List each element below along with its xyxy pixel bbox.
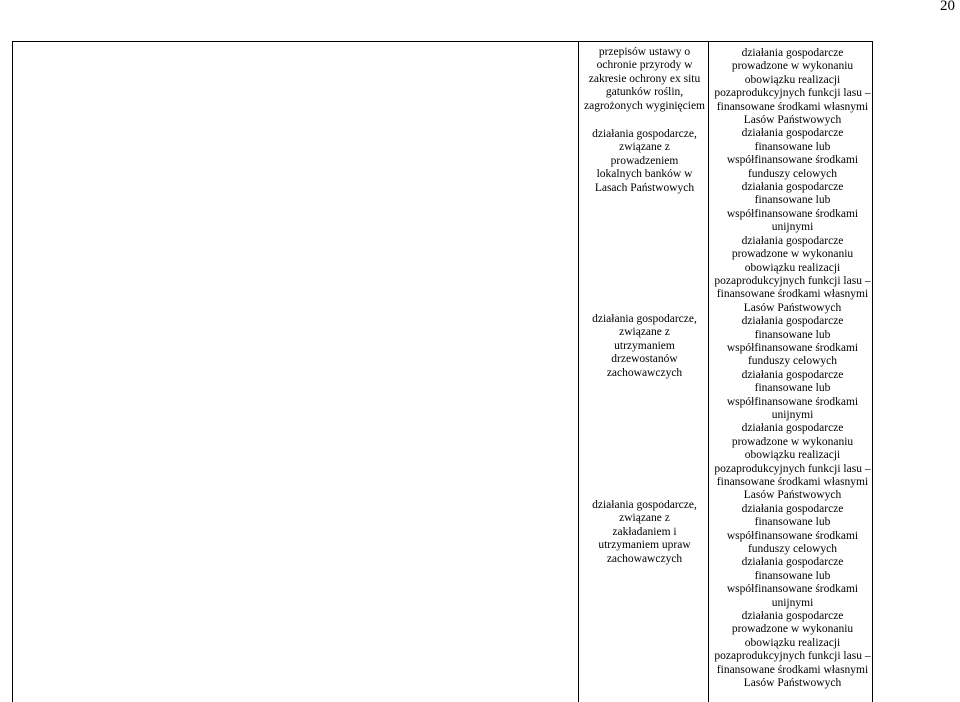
financing-line: działania gospodarcze — [741, 502, 844, 515]
financing-line: finansowane lub — [754, 140, 831, 153]
financing-line: obowiązku realizacji — [744, 261, 841, 274]
financing-line: finansowane lub — [754, 328, 831, 341]
financing-line: prowadzone w wykonaniu — [731, 623, 854, 636]
financing-line: obowiązku realizacji — [744, 449, 841, 462]
financing-line: funduszy celowych — [747, 543, 838, 556]
financing-line: współfinansowane środkami — [726, 529, 859, 542]
cell-line: przepisów ustawy o ochronie przyrody w — [596, 46, 693, 72]
cell-conservation-stands — [578, 313, 711, 380]
financing-line: pozaprodukcyjnych funkcji lasu – — [714, 650, 871, 663]
cell-line: związane z — [619, 141, 670, 154]
financing-line: finansowane lub — [754, 569, 831, 582]
financing-line: Lasów Państwowych — [743, 114, 842, 127]
financing-line: pozaprodukcyjnych funkcji lasu – — [714, 87, 871, 100]
cell-local-banks — [578, 128, 711, 195]
cell-ex-situ-protection — [578, 46, 711, 113]
cell-line: utrzymaniem — [614, 339, 675, 352]
financing-line: finansowane lub — [754, 516, 831, 529]
financing-line: obowiązku realizacji — [744, 636, 841, 649]
cell-line: zagrożonych wyginięciem — [583, 99, 706, 112]
cell-line: zachowawczych — [606, 366, 683, 379]
financing-line: pozaprodukcyjnych funkcji lasu – — [714, 274, 871, 287]
financing-line: finansowane lub — [754, 382, 831, 395]
document-table — [12, 41, 873, 702]
financing-line: funduszy celowych — [747, 167, 838, 180]
financing-line: współfinansowane środkami — [726, 341, 859, 354]
cell-line: zakresie ochrony ex situ gatunków roślin, — [588, 72, 701, 99]
cell-line: lokalnych banków w — [596, 168, 693, 181]
financing-line: obowiązku realizacji — [744, 73, 841, 86]
financing-line: prowadzone w wykonaniu — [731, 435, 854, 448]
financing-line: prowadzone w wykonaniu — [731, 248, 854, 261]
financing-line: działania gospodarcze — [741, 368, 844, 381]
financing-line: działania gospodarcze — [741, 127, 844, 140]
financing-line: współfinansowane środkami — [726, 395, 859, 408]
financing-line: funduszy celowych — [747, 355, 838, 368]
financing-line: unijnymi — [771, 408, 814, 421]
financing-line: działania gospodarcze — [741, 610, 844, 623]
financing-line: współfinansowane środkami — [726, 154, 859, 167]
page-number: 20 — [940, 0, 955, 14]
financing-line: współfinansowane środkami — [726, 207, 859, 220]
financing-line: finansowane środkami własnymi — [716, 288, 869, 301]
financing-line: Lasów Państwowych — [743, 677, 842, 690]
financing-line: pozaprodukcyjnych funkcji lasu – — [714, 462, 871, 475]
financing-line: unijnymi — [771, 596, 814, 609]
financing-line: działania gospodarcze — [741, 181, 844, 194]
cell-line: zachowawczych — [606, 552, 683, 565]
cell-line: zakładaniem i — [612, 525, 677, 538]
financing-line: działania gospodarcze — [741, 556, 844, 569]
financing-line: unijnymi — [771, 221, 814, 234]
cell-line: Lasach Państwowych — [594, 181, 695, 194]
financing-line: finansowane środkami własnymi — [716, 663, 869, 676]
financing-line: współfinansowane środkami — [726, 583, 859, 596]
cell-line: utrzymaniem upraw — [598, 539, 691, 552]
financing-line: działania gospodarcze — [741, 315, 844, 328]
cell-conservation-crops — [578, 499, 711, 566]
cell-line: działania gospodarcze, — [592, 499, 697, 511]
financing-line: działania gospodarcze — [741, 47, 844, 59]
cell-line: działania gospodarcze, — [592, 128, 697, 140]
financing-line: finansowane środkami własnymi — [716, 100, 869, 113]
financing-line: prowadzone w wykonaniu — [731, 60, 854, 73]
cell-line: prowadzeniem — [610, 154, 679, 167]
financing-line: działania gospodarcze — [741, 422, 844, 435]
cell-line: związane z — [619, 326, 670, 339]
cell-line: związane z — [619, 512, 670, 525]
financing-line: Lasów Państwowych — [743, 301, 842, 314]
cell-line: drzewostanów — [611, 353, 678, 366]
financing-line: działania gospodarcze — [741, 234, 844, 247]
financing-line: finansowane lub — [754, 194, 831, 207]
financing-line: finansowane środkami własnymi — [716, 476, 869, 488]
financing-line: Lasów Państwowych — [743, 489, 842, 502]
financing-lines — [708, 47, 877, 691]
cell-line: działania gospodarcze, — [592, 313, 697, 325]
